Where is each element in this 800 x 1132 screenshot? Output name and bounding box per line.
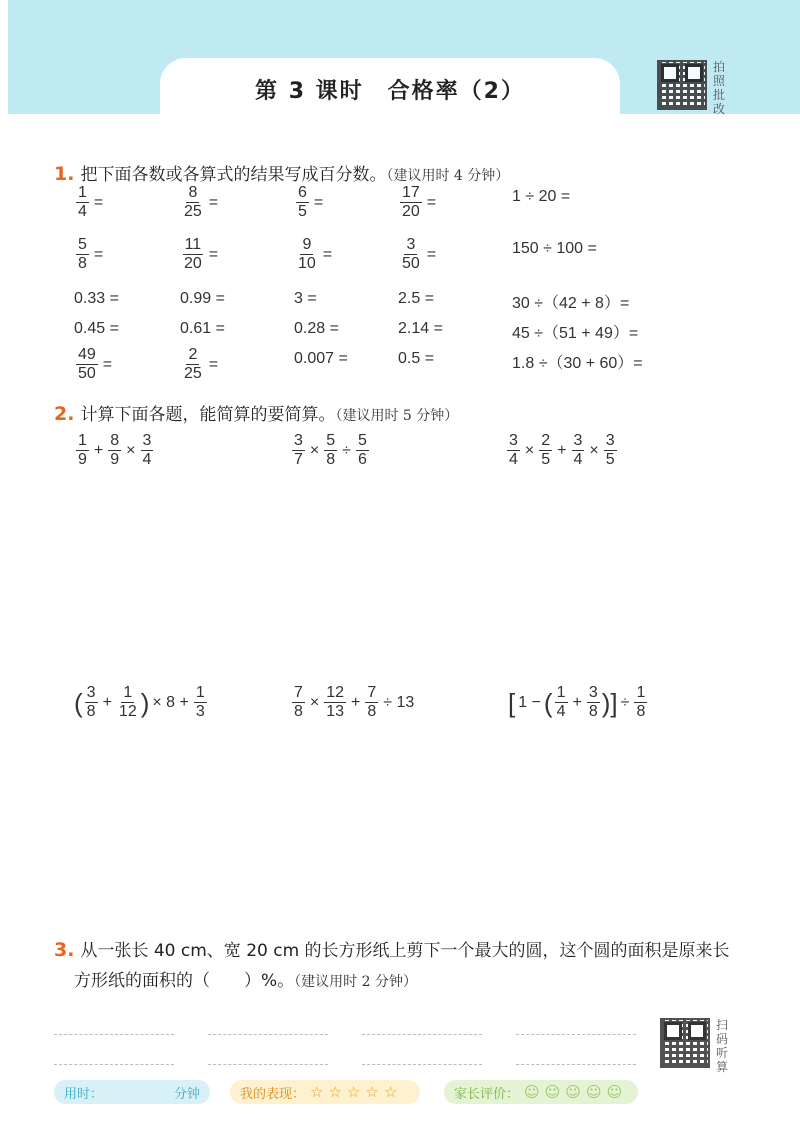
q1-item: $\frac{11}{20}$ = [184,236,219,272]
smiley-icon[interactable]: ☺ [565,1083,581,1101]
q1-item: 1 ÷ 20 = [512,188,571,205]
qr-top-label: 拍照批改 [713,60,726,116]
answer-line [516,1064,636,1065]
q1-item: 1.8 ÷（30 + 60）= [512,355,643,372]
fraction: $\frac{8}{9}$ [110,432,120,468]
fraction: $\frac{7}{8}$ [367,684,377,720]
q1-item: 0.99 = [180,290,225,307]
q1-item: $\frac{6}{5}$ = [298,184,324,220]
question-1-title [54,160,509,185]
answer-line [516,1034,636,1035]
q1-item: $\frac{2}{25}$ = [184,346,219,382]
time-unit: 分钟 [173,1086,200,1102]
q1-item: 2.14 = [398,320,443,337]
q1-item: 45 ÷（51 + 49）= [512,325,639,342]
smiley-icon[interactable]: ☺ [606,1083,623,1101]
time-label: 用时： [64,1086,104,1102]
q1-item: 0.28 = [294,320,339,337]
answer-line [208,1034,328,1035]
qr-bottom-label: 扫码听算 [716,1018,729,1074]
star-icon[interactable]: ☆ [328,1083,342,1101]
fraction: $\frac{5}{6}$ [357,432,367,468]
q1-item: $\frac{9}{10}$ = [298,236,333,272]
fraction: $\frac{3}{7}$ [294,432,303,468]
q1-item: 2.5 = [398,290,435,307]
q1-item: 0.33 = [74,290,119,307]
performance-label: 我的表现： [240,1086,306,1102]
q1-item: 0.45 = [74,320,119,337]
answer-line [362,1064,482,1065]
star-icon[interactable]: ☆ [365,1083,379,1101]
expression-2: $\frac{3}{7}$ × $\frac{5}{8}$ ÷ $\frac{5}{6}$ [294,432,367,468]
question-2-text: 计算下面各题，能简算的要简算。 [80,405,336,425]
fraction: $\frac{11}{20}$ [184,236,202,272]
fraction: $\frac{1}{4}$ [556,684,566,720]
question-1-hint: （建议用时 4 分钟） [386,168,510,184]
fraction: $\frac{3}{4}$ [509,432,518,468]
fraction: $\frac{8}{25}$ [184,184,202,220]
question-3-hint: （建议用时 2 分钟） [294,974,417,990]
fraction: $\frac{5}{8}$ [326,432,336,468]
expression-4: ( $\frac{3}{8}$ + $\frac{1}{12}$ ) × 8 + $\frac{1}{3}$ [74,684,205,720]
question-3-text-1: 从一张长 40 cm、宽 20 cm 的长方形纸上剪下一个最大的圆，这个圆的面积是原来长 [80,941,730,961]
smiley-icon[interactable]: ☺ [585,1083,602,1101]
qr-code-icon[interactable] [657,60,707,110]
answer-line [54,1064,174,1065]
fraction: $\frac{3}{4}$ [142,432,152,468]
page-title: 第 3 课时 合格率（2） [255,79,525,104]
q1-item: 150 ÷ 100 = [512,240,597,257]
q1-item: $\frac{3}{50}$ = [402,236,437,272]
q1-item: $\frac{49}{50}$ = [78,346,113,382]
q1-item: $\frac{1}{4}$ = [78,184,104,220]
expression-3: $\frac{3}{4}$ × $\frac{2}{5}$ + $\frac{3}{4}$ × $\frac{3}{5}$ [509,432,615,468]
fraction: $\frac{3}{4}$ [573,432,583,468]
question-2-hint: （建议用时 5 分钟） [335,408,459,424]
expression-6: [ 1 − ( $\frac{1}{4}$ + $\frac{3}{8}$ ) ] ÷ $\frac{1}{8}$ [508,684,646,720]
answer-line [208,1064,328,1065]
fraction: $\frac{9}{10}$ [298,236,316,272]
fraction: $\frac{1}{12}$ [118,684,137,720]
q1-item: $\frac{17}{20}$ = [402,184,437,220]
question-3-line-2 [74,966,417,991]
fraction: $\frac{1}{3}$ [195,684,205,720]
expression-5: $\frac{7}{8}$ × $\frac{12}{13}$ + $\frac{7}{8}$ ÷ 13 [294,684,415,720]
fraction: $\frac{2}{5}$ [541,432,551,468]
q1-item: 0.61 = [180,320,225,337]
q1-item: 0.5 = [398,350,435,367]
fraction: $\frac{6}{5}$ [298,184,307,220]
time-used-box [54,1080,210,1104]
fraction: $\frac{1}{4}$ [78,184,87,220]
question-1-text: 把下面各数或各算式的结果写成百分数。 [80,165,387,185]
parent-label: 家长评价： [454,1086,520,1102]
fraction: $\frac{7}{8}$ [294,684,303,720]
q1-item: $\frac{8}{25}$ = [184,184,219,220]
fraction: $\frac{5}{8}$ [78,236,87,272]
star-icon[interactable]: ☆ [346,1083,361,1101]
fraction: $\frac{3}{5}$ [605,432,615,468]
fraction: $\frac{1}{8}$ [636,684,646,720]
question-2-number: 2. [54,403,75,425]
question-3-text-2: 方形纸的面积的（ ）%。 [74,971,295,991]
question-3-line-1 [54,936,730,961]
q1-item: $\frac{5}{8}$ = [78,236,104,272]
smiley-icon[interactable]: ☺ [544,1083,561,1101]
fraction: $\frac{3}{8}$ [588,684,598,720]
fraction: $\frac{12}{13}$ [326,684,345,720]
star-icon[interactable]: ☆ [383,1083,398,1101]
fraction: $\frac{3}{8}$ [86,684,96,720]
fraction: $\frac{2}{25}$ [184,346,202,382]
question-2-title [54,400,458,425]
answer-line [362,1034,482,1035]
q1-item: 3 = [294,290,317,307]
fraction: $\frac{17}{20}$ [402,184,420,220]
smiley-icon[interactable]: ☺ [524,1083,540,1101]
fraction: $\frac{1}{9}$ [78,432,87,468]
answer-line [54,1034,174,1035]
question-1-number: 1. [54,163,75,185]
fraction: $\frac{3}{50}$ [402,236,420,272]
q1-item: 0.007 = [294,350,348,367]
question-3-number: 3. [54,939,75,961]
performance-box [230,1080,420,1104]
expression-1: $\frac{1}{9}$ + $\frac{8}{9}$ × $\frac{3}{4}$ [78,432,152,468]
q1-item: 30 ÷（42 + 8）= [512,295,630,312]
parent-rating-box [444,1080,638,1104]
qr-code-icon[interactable] [660,1018,710,1068]
star-icon[interactable]: ☆ [310,1083,324,1101]
fraction: $\frac{49}{50}$ [78,346,96,382]
